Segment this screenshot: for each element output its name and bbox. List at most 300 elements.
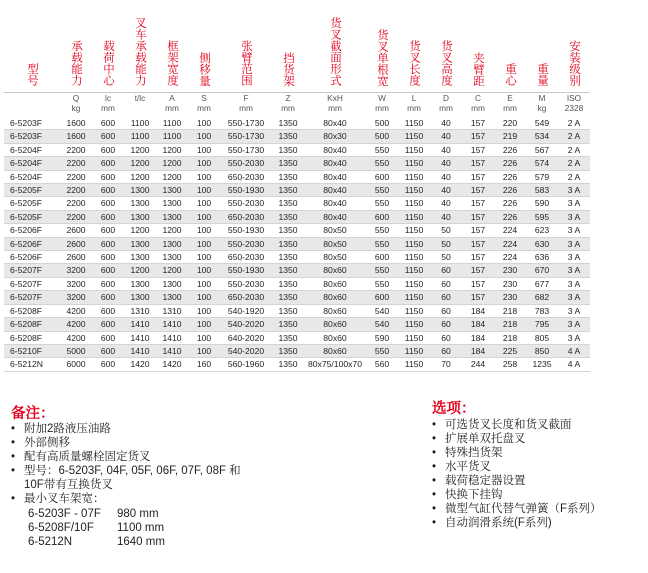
unit-label: mm — [101, 102, 115, 113]
table-row — [4, 170, 590, 183]
table-cell: 219 — [494, 130, 526, 143]
column-header-label: 安装级别 — [568, 40, 580, 86]
table-cell: 80x40 — [304, 197, 366, 210]
table-row — [4, 197, 590, 210]
table-cell: 5000 — [60, 344, 92, 357]
table-cell: 157 — [462, 157, 494, 170]
table-cell: 40 — [430, 184, 462, 197]
table-cell: 258 — [494, 358, 526, 371]
unit-label: mm — [439, 102, 453, 113]
table-cell: 3 A — [558, 184, 590, 197]
table-cell: 157 — [462, 277, 494, 290]
table-cell: 1200 — [156, 157, 188, 170]
table-cell: 1200 — [124, 170, 156, 183]
table-cell: 1150 — [398, 264, 430, 277]
table-cell: 3 A — [558, 291, 590, 304]
column-header-label: 框架宽度 — [166, 40, 178, 86]
table-cell: 2 A — [558, 130, 590, 143]
table-cell: 3200 — [60, 291, 92, 304]
min-width-model: 6-5203F - 07F — [28, 508, 101, 520]
table-cell: 1350 — [272, 251, 304, 264]
table-cell: 550-1930 — [220, 224, 272, 237]
model-cell: 6-5206F — [4, 251, 60, 264]
note-text: 型号：6-5203F, 04F, 05F, 06F, 07F, 08F 和 — [24, 465, 241, 477]
table-cell: 590 — [526, 197, 558, 210]
table-cell: 80x60 — [304, 318, 366, 331]
table-cell: 226 — [494, 210, 526, 223]
model-cell: 6-5212N — [4, 358, 60, 371]
table-cell: 230 — [494, 277, 526, 290]
table-cell: 550-1930 — [220, 264, 272, 277]
min-width-row — [24, 521, 241, 535]
table-cell: 1150 — [398, 304, 430, 317]
column-header — [526, 4, 558, 93]
table-cell: 650-2030 — [220, 251, 272, 264]
table-cell: 1350 — [272, 264, 304, 277]
note-text: 配有高质量螺栓固定货叉 — [24, 451, 151, 463]
unit-cell — [398, 93, 430, 118]
column-header — [156, 4, 188, 93]
column-header — [366, 4, 398, 93]
table-cell: 2600 — [60, 237, 92, 250]
table-cell: 80x50 — [304, 251, 366, 264]
table-cell: 80x60 — [304, 304, 366, 317]
table-cell: 550 — [366, 197, 398, 210]
table-cell: 550-1730 — [220, 117, 272, 130]
model-cell: 6-5206F — [4, 237, 60, 250]
table-cell: 1350 — [272, 224, 304, 237]
table-cell: 218 — [494, 318, 526, 331]
table-cell: 184 — [462, 318, 494, 331]
model-cell: 6-5207F — [4, 264, 60, 277]
table-cell: 80x40 — [304, 184, 366, 197]
column-header — [220, 4, 272, 93]
option-item — [432, 446, 602, 460]
symbol-label: lc — [105, 93, 111, 103]
table-cell: 600 — [92, 331, 124, 344]
column-header — [272, 4, 304, 93]
table-cell: 540-2020 — [220, 318, 272, 331]
table-cell: 1350 — [272, 237, 304, 250]
table-cell: 4200 — [60, 304, 92, 317]
table-cell: 1300 — [124, 237, 156, 250]
column-header — [124, 4, 156, 93]
table-row — [4, 331, 590, 344]
unit-label: mm — [407, 102, 421, 113]
table-cell: 1300 — [156, 291, 188, 304]
symbol-label: KxH — [327, 93, 343, 103]
table-cell: 2 A — [558, 143, 590, 156]
unit-cell — [558, 93, 590, 118]
unit-label: mm — [239, 102, 253, 113]
table-cell: 1200 — [124, 143, 156, 156]
table-cell: 3 A — [558, 304, 590, 317]
table-cell: 184 — [462, 344, 494, 357]
unit-cell — [220, 93, 272, 118]
table-cell: 157 — [462, 130, 494, 143]
table-cell: 1150 — [398, 117, 430, 130]
table-cell: 600 — [92, 224, 124, 237]
table-cell: 3 A — [558, 251, 590, 264]
table-cell: 1300 — [156, 237, 188, 250]
table-cell: 600 — [92, 170, 124, 183]
table-cell: 157 — [462, 251, 494, 264]
bullet: • — [432, 489, 437, 501]
table-cell: 100 — [188, 130, 220, 143]
table-cell: 224 — [494, 224, 526, 237]
min-width-row — [24, 507, 241, 521]
unit-label: mm — [281, 102, 295, 113]
options-title: 选项： — [432, 401, 476, 417]
table-cell: 1200 — [156, 264, 188, 277]
model-cell: 6-5207F — [4, 291, 60, 304]
column-header-label: 货叉长度 — [408, 40, 420, 86]
table-cell: 1350 — [272, 210, 304, 223]
table-cell: 3 A — [558, 331, 590, 344]
table-cell: 157 — [462, 170, 494, 183]
table-cell: 100 — [188, 197, 220, 210]
table-cell: 500 — [366, 117, 398, 130]
note-item — [11, 436, 241, 450]
table-cell: 1350 — [272, 170, 304, 183]
table-cell: 2600 — [60, 251, 92, 264]
table-cell: 80x40 — [304, 170, 366, 183]
option-text: 自动润滑系统(F系列) — [445, 517, 552, 529]
table-cell: 1150 — [398, 224, 430, 237]
table-cell: 226 — [494, 143, 526, 156]
unit-cell — [304, 93, 366, 118]
table-cell: 640-2020 — [220, 331, 272, 344]
option-text: 载荷稳定器设置 — [445, 475, 526, 487]
table-cell: 2 A — [558, 170, 590, 183]
unit-cell — [188, 93, 220, 118]
column-header — [462, 4, 494, 93]
column-header-label: 货叉高度 — [440, 40, 452, 86]
symbol-label: F — [243, 93, 249, 103]
table-cell: 226 — [494, 197, 526, 210]
table-cell: 574 — [526, 157, 558, 170]
table-cell: 50 — [430, 224, 462, 237]
option-text: 水平货叉 — [445, 461, 491, 473]
table-cell: 3 A — [558, 318, 590, 331]
table-cell: 80x40 — [304, 210, 366, 223]
table-cell: 600 — [366, 170, 398, 183]
table-cell: 157 — [462, 197, 494, 210]
table-row — [4, 344, 590, 357]
column-header-label: 张臂范围 — [240, 40, 252, 86]
table-cell: 3 A — [558, 264, 590, 277]
column-header-label: 侧移量 — [198, 51, 210, 86]
unit-label: mm — [471, 102, 485, 113]
notes-title: 备注： — [11, 406, 55, 422]
table-cell: 1150 — [398, 130, 430, 143]
table-cell: 560 — [366, 358, 398, 371]
table-cell: 650-2030 — [220, 291, 272, 304]
table-cell: 80x60 — [304, 291, 366, 304]
table-cell: 100 — [188, 237, 220, 250]
unit-label: 2328 — [564, 102, 584, 113]
table-cell: 100 — [188, 117, 220, 130]
table-cell: 70 — [430, 358, 462, 371]
column-header — [494, 4, 526, 93]
table-row — [4, 143, 590, 156]
table-cell: 1350 — [272, 318, 304, 331]
notes-list — [11, 422, 241, 549]
table-cell: 550-2030 — [220, 237, 272, 250]
table-cell: 550-1730 — [220, 130, 272, 143]
table-row — [4, 224, 590, 237]
table-cell: 1100 — [156, 117, 188, 130]
header-row — [4, 4, 590, 93]
bullet: • — [11, 437, 16, 449]
options-list — [432, 418, 602, 530]
table-cell: 540 — [366, 304, 398, 317]
table-cell: 600 — [366, 210, 398, 223]
table-cell: 40 — [430, 143, 462, 156]
option-item — [432, 460, 602, 474]
column-header-label: 载荷中心 — [102, 40, 114, 86]
table-cell: 1200 — [124, 157, 156, 170]
note-item-models — [11, 464, 241, 492]
table-cell: 1200 — [124, 264, 156, 277]
table-cell: 1310 — [156, 304, 188, 317]
table-cell: 2600 — [60, 224, 92, 237]
table-cell: 549 — [526, 117, 558, 130]
table-cell: 600 — [92, 291, 124, 304]
table-cell: 550 — [366, 344, 398, 357]
table-cell: 623 — [526, 224, 558, 237]
symbol-label: L — [411, 93, 417, 103]
column-header — [398, 4, 430, 93]
symbol-label: A — [169, 93, 175, 103]
table-cell: 1420 — [156, 358, 188, 371]
model-cell: 6-5204F — [4, 170, 60, 183]
table-cell: 1420 — [124, 358, 156, 371]
table-cell: 1300 — [124, 184, 156, 197]
table-cell: 650-2030 — [220, 210, 272, 223]
table-cell: 60 — [430, 304, 462, 317]
table-cell: 540-1920 — [220, 304, 272, 317]
min-width-value: 1100 mm — [117, 522, 165, 534]
table-cell: 1300 — [124, 197, 156, 210]
table-cell: 3 A — [558, 210, 590, 223]
table-cell: 567 — [526, 143, 558, 156]
table-cell: 1150 — [398, 157, 430, 170]
table-cell: 1410 — [156, 344, 188, 357]
option-text: 快换下挂钩 — [445, 489, 503, 501]
table-cell: 670 — [526, 264, 558, 277]
table-row — [4, 210, 590, 223]
table-cell: 636 — [526, 251, 558, 264]
table-row — [4, 304, 590, 317]
table-cell: 1350 — [272, 184, 304, 197]
table-cell: 1300 — [156, 210, 188, 223]
note-item — [11, 422, 241, 436]
table-cell: 595 — [526, 210, 558, 223]
table-cell: 160 — [188, 358, 220, 371]
table-cell: 550 — [366, 277, 398, 290]
table-cell: 6000 — [60, 358, 92, 371]
table-cell: 100 — [188, 157, 220, 170]
table-cell: 100 — [188, 143, 220, 156]
table-row — [4, 251, 590, 264]
table-cell: 579 — [526, 170, 558, 183]
model-cell: 6-5208F — [4, 331, 60, 344]
bullet: • — [11, 451, 16, 463]
column-header-label: 型号 — [26, 63, 38, 86]
table-cell: 100 — [188, 304, 220, 317]
model-cell: 6-5205F — [4, 210, 60, 223]
table-cell: 230 — [494, 291, 526, 304]
table-cell: 1410 — [156, 318, 188, 331]
table-row — [4, 130, 590, 143]
table-cell: 50 — [430, 251, 462, 264]
table-cell: 1410 — [124, 344, 156, 357]
symbol-label: M — [538, 93, 546, 103]
table-cell: 1350 — [272, 143, 304, 156]
table-cell: 157 — [462, 184, 494, 197]
table-cell: 157 — [462, 117, 494, 130]
bullet: • — [432, 503, 437, 515]
model-cell: 6-5208F — [4, 318, 60, 331]
model-cell: 6-5205F — [4, 197, 60, 210]
table-cell: 1150 — [398, 251, 430, 264]
table-cell: 1100 — [156, 130, 188, 143]
table-cell: 3 A — [558, 197, 590, 210]
column-header — [188, 4, 220, 93]
symbol-label: S — [201, 93, 207, 103]
table-cell: 157 — [462, 143, 494, 156]
table-cell: 3200 — [60, 277, 92, 290]
table-cell: 40 — [430, 170, 462, 183]
table-cell: 4 A — [558, 358, 590, 371]
model-cell: 6-5204F — [4, 143, 60, 156]
table-cell: 2200 — [60, 197, 92, 210]
table-cell: 1310 — [124, 304, 156, 317]
table-cell: 50 — [430, 237, 462, 250]
unit-label: kg — [537, 102, 547, 113]
model-cell: 6-5205F — [4, 184, 60, 197]
table-cell: 40 — [430, 197, 462, 210]
table-cell: 650-2030 — [220, 170, 272, 183]
table-cell: 100 — [188, 184, 220, 197]
table-cell: 1350 — [272, 130, 304, 143]
table-cell: 600 — [92, 237, 124, 250]
table-cell: 1300 — [124, 210, 156, 223]
table-cell: 1150 — [398, 197, 430, 210]
table-cell: 1350 — [272, 277, 304, 290]
model-cell: 6-5210F — [4, 344, 60, 357]
table-cell: 218 — [494, 331, 526, 344]
symbol-label: Q — [72, 93, 80, 103]
table-cell: 600 — [92, 184, 124, 197]
unit-cell — [4, 93, 60, 118]
unit-cell — [92, 93, 124, 118]
table-cell: 550-1930 — [220, 184, 272, 197]
option-item — [432, 418, 602, 432]
table-cell: 80x50 — [304, 237, 366, 250]
table-cell: 600 — [92, 277, 124, 290]
table-cell: 682 — [526, 291, 558, 304]
note-item-min-width — [11, 492, 241, 549]
table-cell: 2200 — [60, 210, 92, 223]
bullet: • — [432, 433, 437, 445]
table-cell: 1300 — [156, 197, 188, 210]
table-cell: 100 — [188, 291, 220, 304]
table-cell: 100 — [188, 331, 220, 344]
bullet: • — [432, 461, 437, 473]
table-cell: 3 A — [558, 237, 590, 250]
units-row — [4, 93, 590, 118]
table-cell: 157 — [462, 210, 494, 223]
option-text: 扩展单双托盘叉 — [445, 433, 526, 445]
table-cell: 244 — [462, 358, 494, 371]
table-cell: 1150 — [398, 331, 430, 344]
table-cell: 100 — [188, 318, 220, 331]
table-cell: 1300 — [156, 184, 188, 197]
table-cell: 540-2020 — [220, 344, 272, 357]
table-cell: 100 — [188, 277, 220, 290]
table-cell: 1600 — [60, 130, 92, 143]
table-cell: 600 — [92, 318, 124, 331]
unit-cell — [366, 93, 398, 118]
column-header-label: 重心 — [504, 63, 516, 86]
column-header — [60, 4, 92, 93]
table-cell: 226 — [494, 170, 526, 183]
table-cell: 80x40 — [304, 157, 366, 170]
table-cell: 1300 — [124, 277, 156, 290]
table-cell: 2 A — [558, 117, 590, 130]
table-cell: 226 — [494, 157, 526, 170]
table-cell: 157 — [462, 291, 494, 304]
table-cell: 224 — [494, 237, 526, 250]
table-cell: 550 — [366, 237, 398, 250]
table-cell: 600 — [366, 291, 398, 304]
table-cell: 1100 — [124, 130, 156, 143]
table-cell: 600 — [92, 117, 124, 130]
note-text: 外部侧移 — [24, 437, 70, 449]
column-header-label: 夹臂距 — [472, 51, 484, 86]
table-cell: 600 — [92, 251, 124, 264]
unit-cell — [156, 93, 188, 118]
column-header-label: 挡货架 — [282, 51, 294, 86]
unit-cell — [60, 93, 92, 118]
table-cell: 1200 — [124, 224, 156, 237]
table-cell: 60 — [430, 344, 462, 357]
table-cell: 1300 — [124, 291, 156, 304]
table-cell: 1410 — [156, 331, 188, 344]
table-cell: 2200 — [60, 157, 92, 170]
table-cell: 4200 — [60, 318, 92, 331]
symbol-label: E — [507, 93, 513, 103]
table-cell: 2200 — [60, 170, 92, 183]
bullet: • — [432, 475, 437, 487]
bullet: • — [11, 493, 16, 505]
table-cell: 1150 — [398, 291, 430, 304]
table-cell: 1350 — [272, 157, 304, 170]
min-width-value: 980 mm — [117, 508, 159, 520]
table-cell: 630 — [526, 237, 558, 250]
table-cell: 1150 — [398, 344, 430, 357]
table-cell: 100 — [188, 344, 220, 357]
table-cell: 157 — [462, 264, 494, 277]
table-cell: 550-2030 — [220, 277, 272, 290]
table-cell: 1150 — [398, 237, 430, 250]
min-width-model: 6-5212N — [28, 536, 73, 548]
table-cell: 80x60 — [304, 331, 366, 344]
model-cell: 6-5206F — [4, 224, 60, 237]
unit-label: mm — [503, 102, 517, 113]
